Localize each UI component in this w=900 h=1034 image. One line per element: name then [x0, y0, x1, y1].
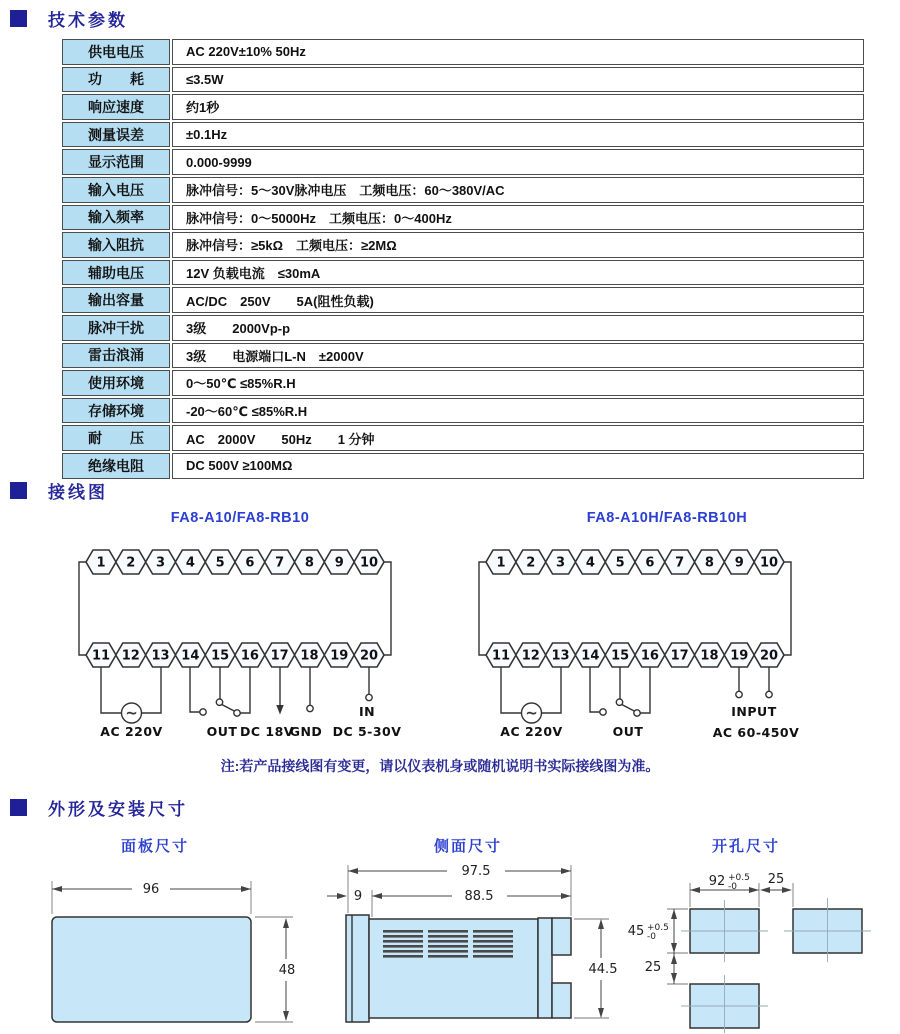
- table-row: [62, 398, 864, 424]
- terminal-number: 17: [270, 648, 289, 664]
- dim-arrow-icon: [348, 868, 358, 874]
- section-bullet-icon: [10, 799, 27, 816]
- wiring-diagram-right: [460, 545, 820, 755]
- spec-value: -20～60℃ ≤85%R.H: [172, 398, 864, 424]
- terminal-number: 8: [304, 555, 314, 571]
- side-height-value: 44.5: [588, 962, 618, 977]
- terminal-number: 10: [359, 555, 379, 571]
- table-row: [62, 122, 864, 148]
- spec-value: ≤3.5W: [172, 67, 864, 93]
- section-title: 外形及安装尺寸: [48, 800, 188, 819]
- contact-icon: [736, 691, 742, 697]
- terminal-number: 17: [670, 648, 689, 664]
- terminal-number: 14: [181, 648, 200, 664]
- label-gnd: GND: [289, 724, 323, 739]
- terminal-number: 2: [126, 555, 136, 571]
- wire: [479, 562, 486, 655]
- terminal-number: 6: [645, 555, 655, 571]
- cutout-height-tol-lower: -0: [647, 932, 656, 942]
- terminal-number: 2: [526, 555, 536, 571]
- terminal-row-bottom: [486, 643, 784, 667]
- cutout-width-tol-upper: +0.5: [728, 873, 750, 883]
- wire: [241, 667, 251, 713]
- panel-height-value: 48: [278, 963, 296, 978]
- dim-arrow-icon: [671, 954, 677, 964]
- ac-wave-icon: ~: [125, 704, 138, 722]
- spec-value: DC 500V ≥100MΩ: [172, 453, 864, 479]
- panel-face: [52, 917, 251, 1022]
- cutout-height-value: 45: [627, 924, 645, 939]
- dim-arrow-icon: [749, 887, 759, 893]
- vent-slot: [473, 945, 513, 948]
- spec-value: 3级 2000Vp-p: [172, 315, 864, 341]
- hf-input-connection: [713, 667, 800, 740]
- spec-value: 脉冲信号：≥5kΩ 工频电压：≥2MΩ: [172, 232, 864, 258]
- spec-value: 脉冲信号：5～30V脉冲电压 工频电压：60～380V/AC: [172, 177, 864, 203]
- terminal-number: 4: [185, 555, 195, 571]
- dim-arrow-icon: [760, 887, 770, 893]
- cutout-gap-v-value: 25: [644, 960, 662, 975]
- cutout-dimension-drawing: [622, 855, 900, 1034]
- terminal-number: 14: [581, 648, 600, 664]
- terminal-row-top: [86, 550, 384, 574]
- cutout-dims-title: 开孔尺寸: [711, 838, 781, 855]
- contact-icon: [200, 709, 206, 715]
- section-header-tech: [10, 6, 128, 31]
- vent-slot: [473, 950, 513, 953]
- label-input: INPUT: [731, 704, 777, 719]
- spec-label: 存储环境: [62, 398, 170, 424]
- terminal-number: 13: [151, 648, 170, 664]
- spec-label: 供电电压: [62, 39, 170, 65]
- panel-dimension-drawing: [30, 855, 322, 1034]
- terminal-number: 15: [611, 648, 630, 664]
- dim-arrow-icon: [52, 886, 62, 892]
- terminal-number: 11: [491, 648, 511, 664]
- spec-value: 12V 负载电流 ≤30mA: [172, 260, 864, 286]
- contact-icon: [766, 691, 772, 697]
- wire: [641, 667, 651, 713]
- wire: [384, 562, 391, 655]
- wire: [101, 667, 122, 713]
- section-title: 技术参数: [48, 11, 128, 30]
- table-row: [62, 205, 864, 231]
- vent-slot: [383, 945, 423, 948]
- terminal-tab-bottom: [552, 983, 571, 1018]
- spec-label: 功 耗: [62, 67, 170, 93]
- wire: [222, 705, 234, 711]
- dim-arrow-icon: [690, 887, 700, 893]
- wiring-model-left: FA8-A10/FA8-RB10: [170, 510, 310, 526]
- ac-power-connection: [500, 667, 562, 739]
- rear-strip: [538, 918, 552, 1018]
- wire: [190, 667, 200, 712]
- dim-arrow-icon: [561, 893, 571, 899]
- panel-dims-title: 面板尺寸: [120, 838, 190, 855]
- table-row: [62, 343, 864, 369]
- side-bezel-value: 9: [353, 889, 363, 904]
- dim-arrow-icon: [241, 886, 251, 892]
- contact-icon: [634, 710, 640, 716]
- dim-arrow-icon: [561, 868, 571, 874]
- side-dims-title: 侧面尺寸: [433, 838, 503, 855]
- terminal-number: 12: [521, 648, 540, 664]
- cutout-height-tol-upper: +0.5: [647, 923, 669, 933]
- label-out: OUT: [612, 724, 644, 739]
- terminal-number: 10: [759, 555, 779, 571]
- vent-slot: [473, 955, 513, 958]
- table-row: [62, 67, 864, 93]
- spec-label: 显示范围: [62, 149, 170, 175]
- vent-slot: [473, 935, 513, 938]
- cutout-width-tol-lower: -0: [728, 882, 737, 892]
- vent-slot: [428, 950, 468, 953]
- terminal-number: 18: [300, 648, 319, 664]
- label-out: OUT: [206, 724, 238, 739]
- spec-value: AC/DC 250V 5A(阻性负载): [172, 287, 864, 313]
- table-row: [62, 94, 864, 120]
- terminal-tab-top: [552, 918, 571, 955]
- terminal-number: 20: [759, 648, 779, 664]
- terminal-number: 1: [496, 555, 506, 571]
- wiring-model-right: FA8-A10H/FA8-RB10H: [586, 510, 748, 526]
- terminal-row-bottom: [86, 643, 384, 667]
- vent-slot: [428, 945, 468, 948]
- spec-label: 使用环境: [62, 370, 170, 396]
- spec-value: AC 220V±10% 50Hz: [172, 39, 864, 65]
- dim-arrow-icon: [372, 893, 382, 899]
- side-total-value: 97.5: [461, 864, 491, 879]
- section-header-wiring: [10, 478, 108, 503]
- vent-slot: [428, 955, 468, 958]
- section-bullet-icon: [10, 482, 27, 499]
- wiring-note: 注:若产品接线图有变更，请以仪表机身或随机说明书实际接线图为准。: [220, 758, 660, 774]
- vent-slot: [383, 955, 423, 958]
- dim-arrow-icon: [671, 909, 677, 919]
- vent-slot: [428, 930, 468, 933]
- section-bullet-icon: [10, 10, 27, 27]
- bezel: [346, 915, 369, 1022]
- terminal-number: 12: [121, 648, 140, 664]
- vent-slot: [473, 930, 513, 933]
- spec-value: 约1秒: [172, 94, 864, 120]
- terminal-number: 5: [615, 555, 625, 571]
- ac-wave-icon: ~: [525, 704, 538, 722]
- wire: [542, 667, 562, 713]
- terminal-number: 19: [330, 648, 349, 664]
- terminal-number: 3: [556, 555, 566, 571]
- vent-slot: [383, 940, 423, 943]
- vent-slot: [383, 950, 423, 953]
- table-row: [62, 232, 864, 258]
- table-row: [62, 287, 864, 313]
- table-row: [62, 149, 864, 175]
- spec-label: 脉冲干扰: [62, 315, 170, 341]
- ac-power-connection: [100, 667, 162, 739]
- spec-label: 输入频率: [62, 205, 170, 231]
- table-row: [62, 425, 864, 451]
- vent-slot: [383, 935, 423, 938]
- vent-slot: [383, 930, 423, 933]
- vent-slot: [428, 935, 468, 938]
- arrow-down-icon: [276, 705, 283, 715]
- contact-icon: [616, 699, 622, 705]
- spec-label: 辅助电压: [62, 260, 170, 286]
- terminal-number: 8: [704, 555, 714, 571]
- dim-arrow-icon: [671, 943, 677, 953]
- signal-input-connection: [333, 667, 402, 739]
- panel-width-value: 96: [142, 882, 160, 897]
- table-row: [62, 177, 864, 203]
- device-body: [369, 919, 538, 1018]
- vent-slot: [473, 940, 513, 943]
- terminal-number: 11: [91, 648, 111, 664]
- spec-label: 雷击浪涌: [62, 343, 170, 369]
- section-title: 接线图: [48, 483, 108, 502]
- vent-slot: [428, 940, 468, 943]
- terminal-number: 9: [734, 555, 744, 571]
- spec-table: [60, 37, 866, 481]
- terminal-number: 20: [359, 648, 379, 664]
- terminal-number: 19: [730, 648, 749, 664]
- contact-icon: [216, 699, 222, 705]
- terminal-number: 4: [585, 555, 595, 571]
- label-ac60: AC 60-450V: [712, 725, 800, 740]
- terminal-number: 3: [156, 555, 166, 571]
- cutout-gap-h-value: 25: [767, 872, 785, 887]
- terminal-frame: [79, 562, 391, 655]
- contact-icon: [307, 705, 313, 711]
- contact-icon: [366, 694, 372, 700]
- wire: [501, 667, 522, 713]
- dim-arrow-icon: [671, 973, 677, 983]
- dim-arrow-icon: [598, 919, 604, 929]
- spec-table-body: [62, 39, 864, 479]
- contact-icon: [600, 709, 606, 715]
- terminal-number: 16: [640, 648, 659, 664]
- side-dimension-drawing: [325, 855, 617, 1034]
- spec-value: AC 2000V 50Hz 1 分钟: [172, 425, 864, 451]
- section-header-dims: [10, 795, 188, 820]
- contact-icon: [234, 710, 240, 716]
- table-row: [62, 260, 864, 286]
- dim-arrow-icon: [782, 887, 792, 893]
- terminal-frame: [479, 562, 791, 655]
- table-row: [62, 453, 864, 479]
- spec-label: 绝缘电阻: [62, 453, 170, 479]
- dim-arrow-icon: [283, 1011, 289, 1021]
- terminal-number: 13: [551, 648, 570, 664]
- dim-arrow-icon: [337, 893, 347, 899]
- label-in: IN: [358, 704, 376, 719]
- wire: [590, 667, 600, 712]
- spec-value: 脉冲信号：0～5000Hz 工频电压：0～400Hz: [172, 205, 864, 231]
- terminal-number: 16: [240, 648, 259, 664]
- dc18v-gnd-connection: [240, 667, 322, 739]
- terminal-number: 15: [211, 648, 230, 664]
- wiring-diagram-left: [60, 545, 420, 755]
- wire: [79, 562, 86, 655]
- terminal-number: 18: [700, 648, 719, 664]
- terminal-number: 7: [675, 555, 685, 571]
- table-row: [62, 39, 864, 65]
- spec-label: 测量误差: [62, 122, 170, 148]
- relay-output-connection: [590, 667, 650, 739]
- cutout-width-value: 92: [708, 874, 726, 889]
- spec-value: ±0.1Hz: [172, 122, 864, 148]
- terminal-number: 6: [245, 555, 255, 571]
- terminal-number: 1: [96, 555, 106, 571]
- wire: [142, 667, 162, 713]
- label-ac-supply: AC 220V: [100, 724, 163, 739]
- spec-value: 3级 电源端口L-N ±2000V: [172, 343, 864, 369]
- terminal-number: 5: [215, 555, 225, 571]
- label-dc530: DC 5-30V: [332, 724, 402, 739]
- terminal-number: 9: [334, 555, 344, 571]
- spec-value: 0～50℃ ≤85%R.H: [172, 370, 864, 396]
- spec-label: 输入阻抗: [62, 232, 170, 258]
- spec-value: 0.000-9999: [172, 149, 864, 175]
- dim-arrow-icon: [283, 918, 289, 928]
- spec-label: 响应速度: [62, 94, 170, 120]
- label-dc18: DC 18V: [240, 724, 294, 739]
- label-ac-supply: AC 220V: [500, 724, 563, 739]
- side-body-value: 88.5: [464, 889, 494, 904]
- table-row: [62, 315, 864, 341]
- spec-label: 输出容量: [62, 287, 170, 313]
- terminal-number: 7: [275, 555, 285, 571]
- terminal-row-top: [486, 550, 784, 574]
- wire: [622, 705, 634, 711]
- spec-label: 输入电压: [62, 177, 170, 203]
- spec-label: 耐 压: [62, 425, 170, 451]
- wire: [784, 562, 791, 655]
- dim-arrow-icon: [598, 1008, 604, 1018]
- table-row: [62, 370, 864, 396]
